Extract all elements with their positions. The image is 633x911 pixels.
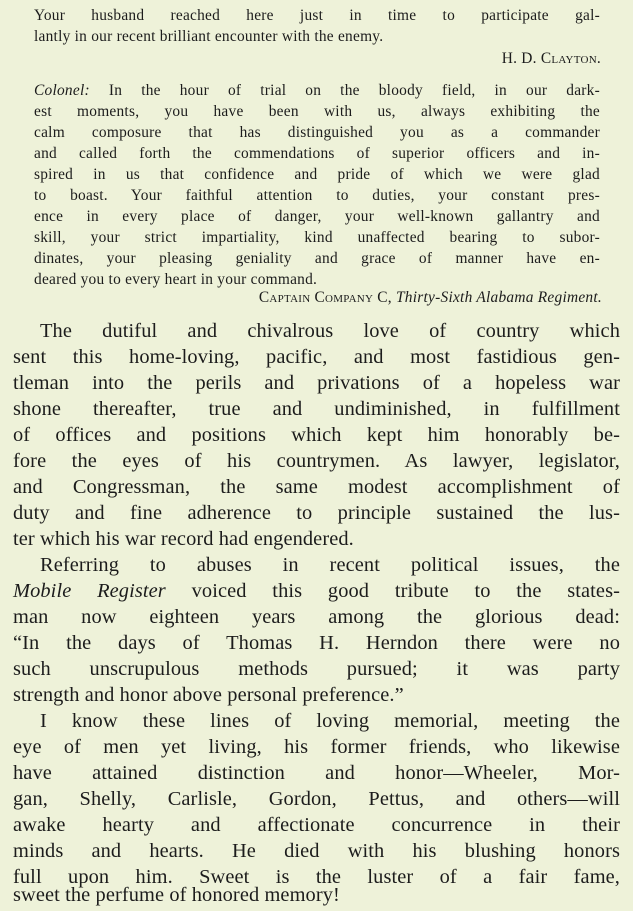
body-text: voiced this good tribute to the states- (191, 580, 621, 602)
captain-quote-line: In the hour of trial on the bloody field, in our dark- (108, 82, 600, 99)
clayton-quote-line: Your husband reached here just in time to participate gal- (34, 7, 600, 24)
newspaper-name: Mobile Register (13, 580, 166, 602)
body-paragraph-line (13, 580, 620, 603)
body-paragraph-line: strength and honor above personal preference.” (13, 684, 404, 706)
captain-quote-line: dinates, your pleasing geniality and grace of manner have en- (34, 250, 600, 267)
body-paragraph-line: shone thereafter, true and undiminished, in fulfillment (13, 398, 620, 420)
captain-signature (259, 289, 602, 307)
captain-quote-line: and called forth the commendations of superior officers and in- (34, 145, 600, 162)
body-paragraph-line: I know these lines of loving memorial, meeting the (40, 710, 620, 732)
clayton-signature: H. D. Clayton. (501, 50, 601, 67)
body-paragraph-line: “In the days of Thomas H. Herndon there were no (13, 632, 620, 654)
body-paragraph-line: gan, Shelly, Carlisle, Gordon, Pettus, and others—will (13, 788, 620, 810)
body-paragraph-line: eye of men yet living, his former friends, who likewise (13, 736, 620, 758)
body-paragraph-line: The dutiful and chivalrous love of country which (40, 320, 620, 342)
body-paragraph-line: man now eighteen years among the glorious dead: (13, 606, 620, 628)
body-paragraph-line: tleman into the perils and privations of a hopeless war (13, 372, 620, 394)
body-paragraph-line: sweet the perfume of honored memory! (13, 884, 340, 906)
captain-quote-line: to boast. Your faithful attention to duties, your constant pres- (34, 187, 600, 204)
captain-quote-line: deared you to every heart in your command. (34, 271, 318, 288)
body-paragraph-line: such unscrupulous methods pursued; it was party (13, 658, 620, 680)
captain-quote-line: spired in us that confidence and pride of which we were glad (34, 166, 600, 183)
body-paragraph-line: duty and fine adherence to principle sustained the lus- (13, 502, 620, 524)
captain-quote-line: calm composure that has distinguished you as a commander (34, 124, 600, 141)
body-paragraph-line: sent this home-loving, pacific, and most fastidious gen- (13, 346, 620, 368)
body-paragraph-line: awake hearty and affectionate concurrence in their (13, 814, 620, 836)
captain-quote-line: est moments, you have been with us, always exhibiting the (34, 103, 600, 120)
captain-signature-regiment: Thirty-Sixth Alabama Regiment. (396, 289, 602, 306)
captain-quote-line: skill, your strict impartiality, kind unaffected bearing to subor- (34, 229, 600, 246)
body-paragraph-line: and Congressman, the same modest accomplishment of (13, 476, 620, 498)
body-paragraph-line: minds and hearts. He died with his blushing honors (13, 840, 620, 862)
captain-signature-title: Captain Company C, (258, 289, 392, 306)
captain-quote-line: ence in every place of danger, your well-known gallantry and (34, 208, 600, 225)
body-paragraph-line: Referring to abuses in recent political issues, the (40, 554, 620, 576)
body-paragraph-line: of offices and positions which kept him honorably be- (13, 424, 620, 446)
colonel-salutation: Colonel: (34, 82, 90, 99)
body-paragraph-line: full upon him. Sweet is the luster of a fair fame, (13, 866, 620, 888)
body-paragraph-line: have attained distinction and honor—Wheeler, Mor- (13, 762, 620, 784)
body-paragraph-line: fore the eyes of his countrymen. As lawyer, legislator, (13, 450, 620, 472)
body-paragraph-line: ter which his war record had engendered. (13, 528, 354, 550)
clayton-quote-line: lantly in our recent brilliant encounter with the enemy. (34, 28, 384, 45)
captain-quote-first-line (34, 82, 600, 100)
